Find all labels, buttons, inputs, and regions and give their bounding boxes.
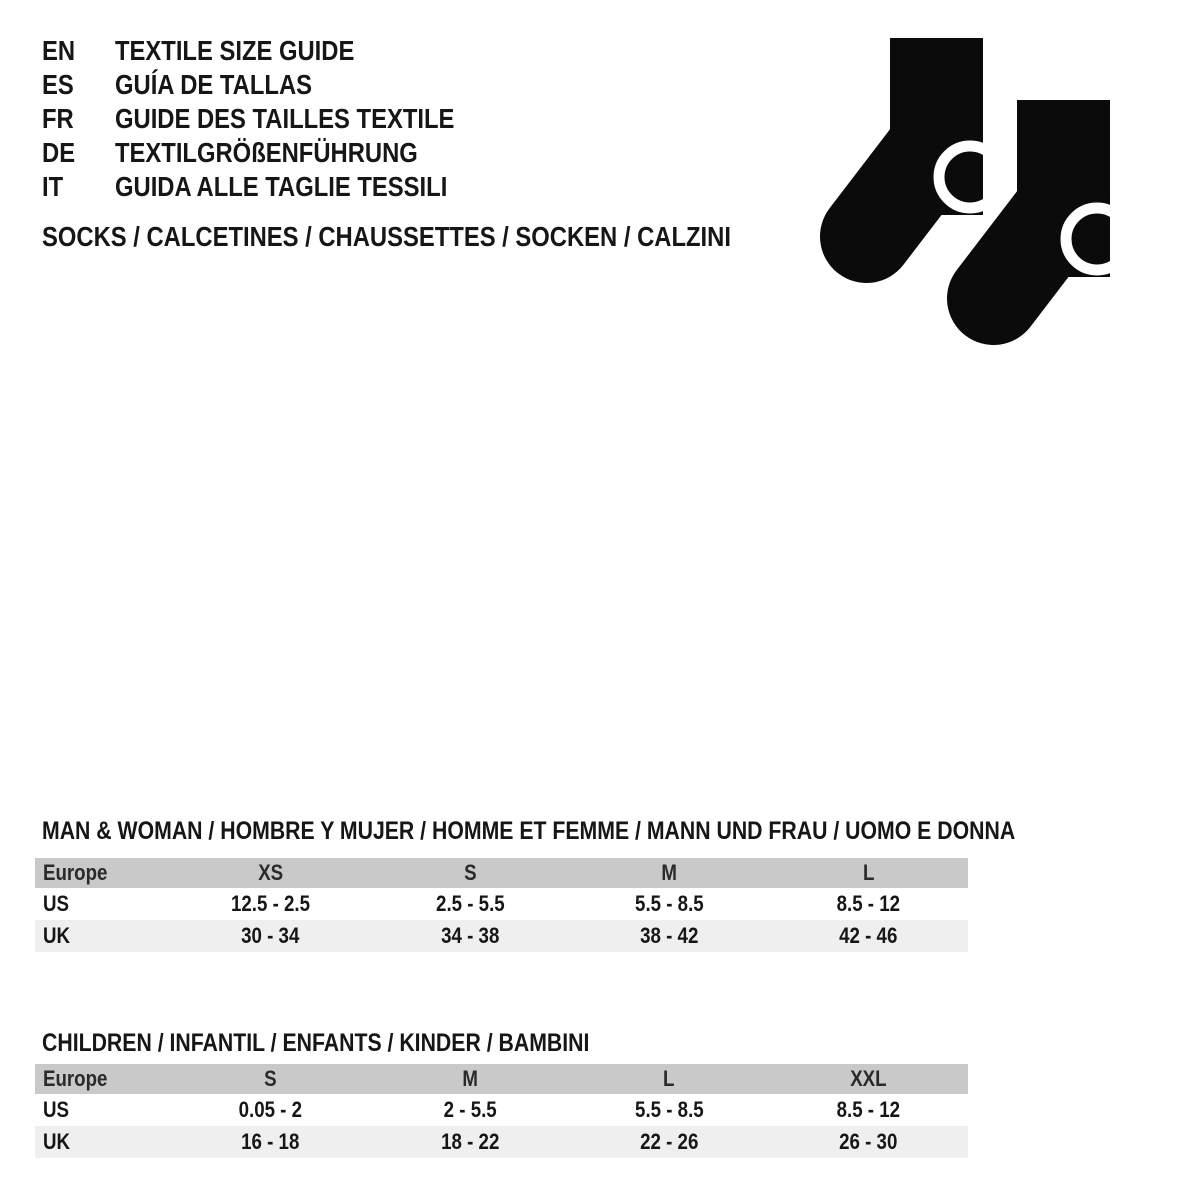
column-header: XXL xyxy=(850,1066,887,1091)
size-cell: 16 - 18 xyxy=(241,1129,300,1154)
category-title: SOCKS / CALCETINES / CHAUSSETTES / SOCKEN / CALZINI xyxy=(42,221,731,252)
column-header: Europe xyxy=(43,1066,108,1091)
children-table-header-row xyxy=(35,1064,968,1094)
row-label: UK xyxy=(43,923,71,948)
language-row-it xyxy=(42,170,514,204)
adult-table-title: MAN & WOMAN / HOMBRE Y MUJER / HOMME ET FEMME / MANN UND FRAU / UOMO E DONNA xyxy=(42,817,1016,845)
language-label: TEXTILGRÖßENFÜHRUNG xyxy=(115,137,418,168)
language-list xyxy=(42,34,514,204)
column-header: M xyxy=(462,1066,478,1091)
size-cell: 5.5 - 8.5 xyxy=(634,891,704,916)
language-row-fr xyxy=(42,102,514,136)
size-cell: 12.5 - 2.5 xyxy=(231,891,311,916)
column-header: S xyxy=(463,860,477,885)
row-label: UK xyxy=(43,1129,71,1154)
table-row xyxy=(35,888,968,920)
size-cell: 42 - 46 xyxy=(839,923,898,948)
socks-icon xyxy=(790,20,1150,350)
size-cell: 8.5 - 12 xyxy=(836,1097,901,1122)
size-cell: 30 - 34 xyxy=(241,923,300,948)
adult-table-header-row xyxy=(35,858,968,888)
table-row xyxy=(35,920,968,952)
children-size-table xyxy=(35,1064,968,1158)
column-header: L xyxy=(862,860,875,885)
adult-size-table xyxy=(35,858,968,952)
size-cell: 8.5 - 12 xyxy=(836,891,901,916)
language-label: GUIDA ALLE TAGLIE TESSILI xyxy=(115,171,448,202)
size-cell: 2.5 - 5.5 xyxy=(435,891,505,916)
size-cell: 22 - 26 xyxy=(640,1129,699,1154)
column-header: S xyxy=(264,1066,277,1091)
size-cell: 0.05 - 2 xyxy=(238,1097,303,1122)
column-header: L xyxy=(663,1066,675,1091)
size-cell: 26 - 30 xyxy=(839,1129,898,1154)
language-row-es xyxy=(42,68,514,102)
size-cell: 34 - 38 xyxy=(440,923,499,948)
language-code: ES xyxy=(42,69,74,100)
column-header: M xyxy=(661,860,677,885)
language-code: FR xyxy=(42,103,74,134)
table-row xyxy=(35,1126,968,1158)
children-table-title: CHILDREN / INFANTIL / ENFANTS / KINDER / BAMBINI xyxy=(42,1029,590,1057)
table-row xyxy=(35,1094,968,1126)
language-code: DE xyxy=(42,137,76,168)
row-label: US xyxy=(43,891,69,916)
column-header: Europe xyxy=(43,860,108,885)
size-cell: 5.5 - 8.5 xyxy=(634,1097,704,1122)
column-header: XS xyxy=(258,860,284,885)
language-code: IT xyxy=(42,171,64,202)
language-row-en xyxy=(42,34,514,68)
language-code: EN xyxy=(42,35,76,66)
language-label: GUIDE DES TAILLES TEXTILE xyxy=(115,103,455,134)
language-label: GUÍA DE TALLAS xyxy=(115,69,313,100)
size-cell: 38 - 42 xyxy=(640,923,699,948)
row-label: US xyxy=(43,1097,69,1122)
size-cell: 18 - 22 xyxy=(440,1129,499,1154)
size-cell: 2 - 5.5 xyxy=(443,1097,497,1122)
language-row-de xyxy=(42,136,514,170)
language-label: TEXTILE SIZE GUIDE xyxy=(115,35,355,66)
